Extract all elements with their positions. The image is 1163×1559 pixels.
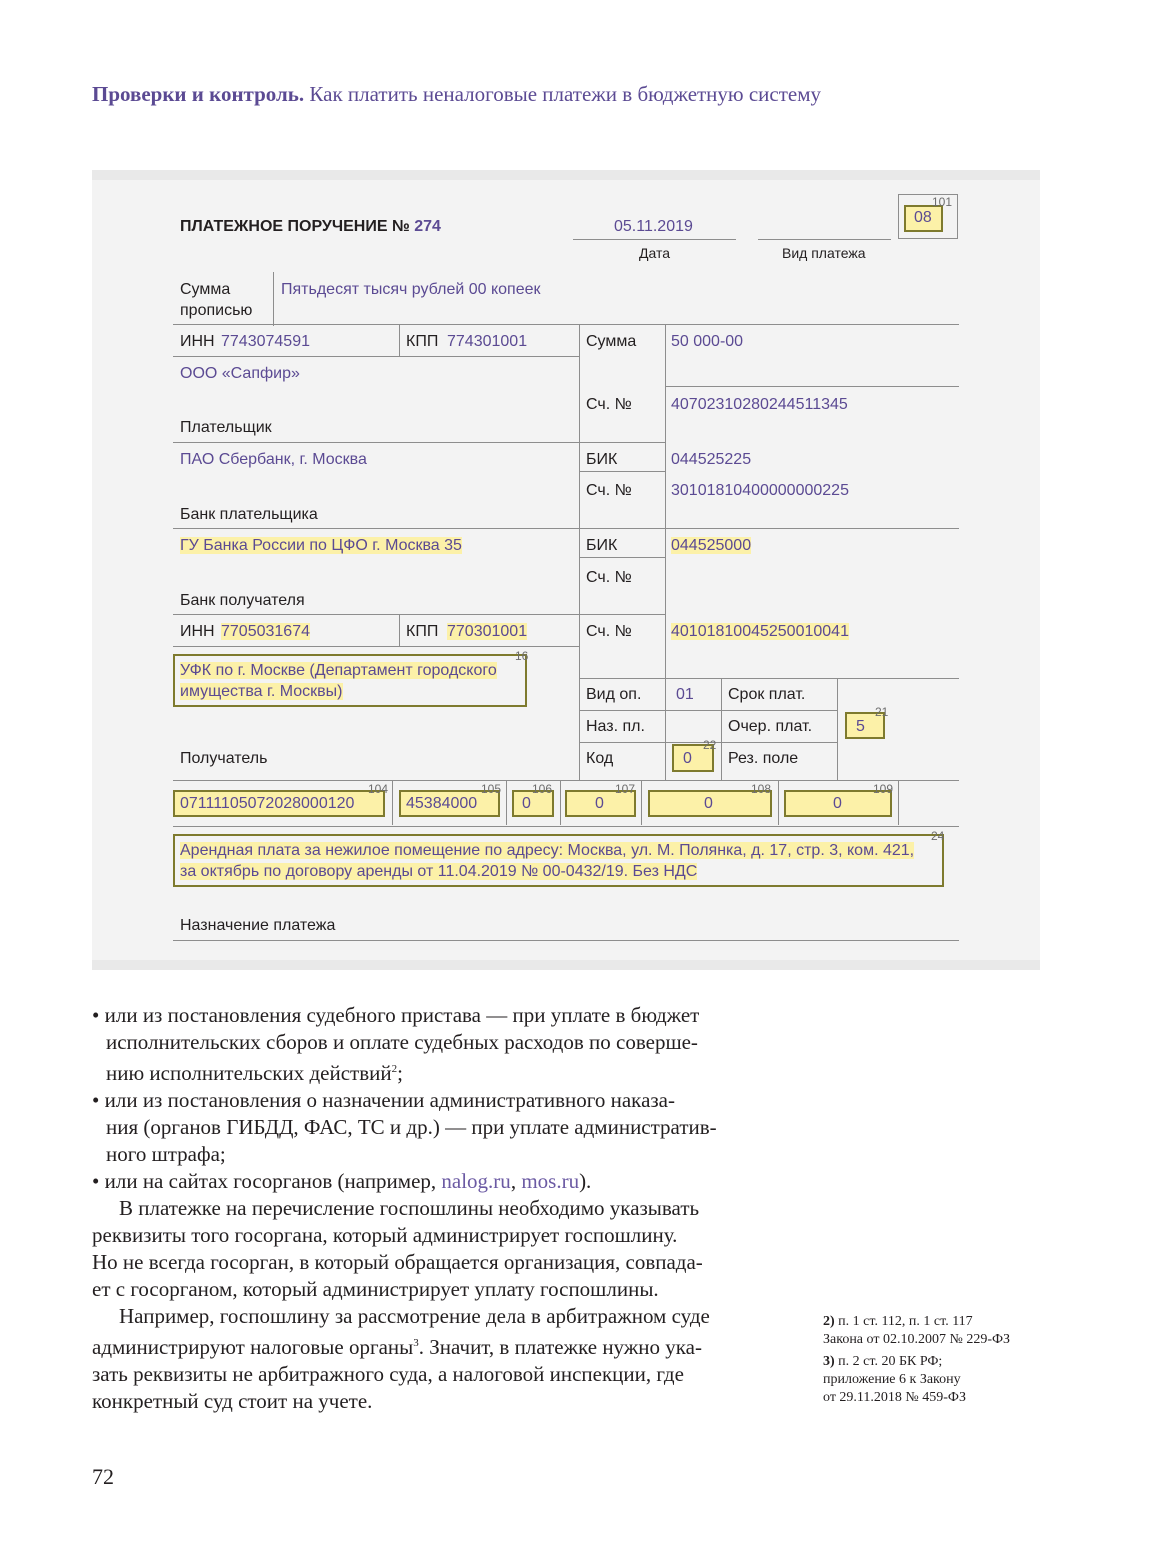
main-text <box>92 1002 772 1415</box>
list-item: • или из постановления о назначении административного наказа- <box>92 1088 675 1112</box>
recipient-inn-label: ИНН <box>180 623 215 640</box>
op-type-label: Вид оп. <box>586 686 642 703</box>
payer-inn-label: ИНН <box>180 333 215 350</box>
list-item-line: ного штрафа; <box>106 1142 226 1166</box>
field-22-number: 22 <box>703 738 717 752</box>
date-label: Дата <box>639 245 671 261</box>
payer-bank-account: 30101810400000000225 <box>671 482 849 499</box>
paragraph-line: зать реквизиты не арбитражного суда, а налоговой инспекции, где <box>92 1362 684 1386</box>
paragraph-line: Например, госпошлину за рассмотрение дела в арбитражном суде <box>119 1304 710 1328</box>
purpose-label: Назначение платежа <box>180 917 336 934</box>
order-date: 05.11.2019 <box>614 218 693 235</box>
section-title: Проверки и контроль. <box>92 82 305 106</box>
field-108-value: 0 <box>704 795 713 812</box>
payer-bank-account-label: Сч. № <box>586 482 632 499</box>
recipient-account-label: Сч. № <box>586 623 632 640</box>
list-item: • или на сайтах госорганов (например, nalog.ru, mos.ru). <box>92 1169 592 1193</box>
payment-type-label: Вид платежа <box>782 245 866 261</box>
field-21-number: 21 <box>875 705 889 719</box>
field-107-value: 0 <box>595 795 604 812</box>
page-number: 72 <box>92 1464 114 1489</box>
field-109-value: 0 <box>833 795 842 812</box>
field-105-number: 105 <box>481 782 502 796</box>
payer-bank-label: Банк плательщика <box>180 506 318 523</box>
recipient-label: Получатель <box>180 750 268 767</box>
reserve-label: Рез. поле <box>728 750 799 767</box>
paragraph-line: ет с госорганом, который администрирует уплату госпошлины. <box>92 1277 659 1301</box>
footnote-3: 3) п. 2 ст. 20 БК РФ; приложение 6 к Закону от 29.11.2018 № 459-ФЗ <box>823 1354 967 1405</box>
code-label: Код <box>586 750 614 767</box>
field-101-number: 101 <box>932 195 953 209</box>
sum-words-label-1: Сумма <box>180 281 231 298</box>
page-title: Как платить неналоговые платежи в бюджетную систему <box>309 82 822 106</box>
purpose-line-2: за октябрь по договору аренды от 11.04.2019 № 00-0432/19. Без НДС <box>180 863 698 880</box>
sum-in-words: Пятьдесят тысяч рублей 00 копеек <box>281 281 541 298</box>
recipient-kpp-label: КПП <box>406 623 439 640</box>
payer-name: ООО «Сапфир» <box>180 365 300 382</box>
paragraph-line: администрируют налоговые органы$^3$. Значит, в платежке нужно ука- <box>92 1335 702 1359</box>
field-105-value: 45384000 <box>406 795 478 812</box>
recipient-inn: 7705031674 <box>221 623 310 640</box>
paragraph-line: В платежке на перечисление госпошлины необходимо указывать <box>119 1196 700 1220</box>
op-type: 01 <box>676 686 694 703</box>
field-106-number: 106 <box>532 782 553 796</box>
recipient-bank-account-label: Сч. № <box>586 569 632 586</box>
paragraph-line: Но не всегда госорган, в который обращается организация, совпада- <box>92 1250 703 1274</box>
purpose-line-1: Арендная плата за нежилое помещение по адресу: Москва, ул. М. Полянка, д. 17, стр. 3, ком. 421, <box>180 842 915 859</box>
field-104-value: 07111105072028000120 <box>180 795 355 812</box>
sum-label: Сумма <box>586 333 637 350</box>
nalog-link[interactable]: nalog.ru <box>441 1169 511 1193</box>
field-107-number: 107 <box>615 782 636 796</box>
footnote-2: 2) п. 1 ст. 112, п. 1 ст. 117 Закона от 02.10.2007 № 229-ФЗ <box>823 1314 1011 1347</box>
priority-label: Очер. плат. <box>728 718 813 735</box>
field-104-number: 104 <box>368 782 389 796</box>
running-header <box>92 82 821 107</box>
code-value: 0 <box>683 750 692 767</box>
list-item-line: ния (органов ГИБДД, ФАС, ТС и др.) — при уплате административ- <box>106 1115 717 1139</box>
deadline-label: Срок плат. <box>728 686 806 703</box>
recipient-bank-label: Банк получателя <box>180 592 305 609</box>
purpose-type-label: Наз. пл. <box>586 718 645 735</box>
recipient-bank: ГУ Банка России по ЦФО г. Москва 35 <box>180 537 462 554</box>
payer-bik: 044525225 <box>671 451 752 468</box>
recipient-account: 40101810045250010041 <box>671 623 849 640</box>
field-106-value: 0 <box>522 795 531 812</box>
form-title-text: ПЛАТЕЖНОЕ ПОРУЧЕНИЕ № <box>180 218 410 235</box>
payer-account-label: Сч. № <box>586 396 632 413</box>
field-24-number: 24 <box>931 829 945 843</box>
payer-account: 40702310280244511345 <box>671 396 848 413</box>
paragraph-line: реквизиты того госоргана, который администрирует госпошлину. <box>92 1223 678 1247</box>
recipient-bik-label: БИК <box>586 537 618 554</box>
field-109-number: 109 <box>873 782 894 796</box>
field-108-number: 108 <box>751 782 772 796</box>
recipient-bik: 044525000 <box>671 537 752 554</box>
form-title <box>180 216 441 237</box>
recipient-kpp: 770301001 <box>447 623 528 640</box>
list-item-line: исполнительских сборов и оплате судебных расходов по соверше- <box>106 1030 698 1054</box>
sum-words-label-2: прописью <box>180 302 253 319</box>
list-item: • или из постановления судебного пристава — при уплате в бюджет <box>92 1003 700 1027</box>
priority-value: 5 <box>856 718 865 735</box>
payer-inn: 7743074591 <box>221 333 310 350</box>
payer-label: Плательщик <box>180 419 272 436</box>
order-number: 274 <box>414 218 441 235</box>
field-16-number: 16 <box>515 649 529 663</box>
payer-bik-label: БИК <box>586 451 618 468</box>
list-item-line: нию исполнительских действий$^2$; <box>106 1061 403 1085</box>
paragraph-line: конкретный суд стоит на учете. <box>92 1389 373 1413</box>
payment-order-form <box>92 170 1040 970</box>
payer-kpp: 774301001 <box>447 333 528 350</box>
field-101-value: 08 <box>914 209 932 226</box>
sum-amount: 50 000-00 <box>671 333 744 350</box>
payer-kpp-label: КПП <box>406 333 439 350</box>
payer-bank: ПАО Сбербанк, г. Москва <box>180 451 367 468</box>
recipient-name-line-2: имущества г. Москвы) <box>180 683 343 700</box>
recipient-name-line-1: УФК по г. Москве (Департамент городского <box>180 662 497 679</box>
mos-link[interactable]: mos.ru <box>521 1169 580 1193</box>
